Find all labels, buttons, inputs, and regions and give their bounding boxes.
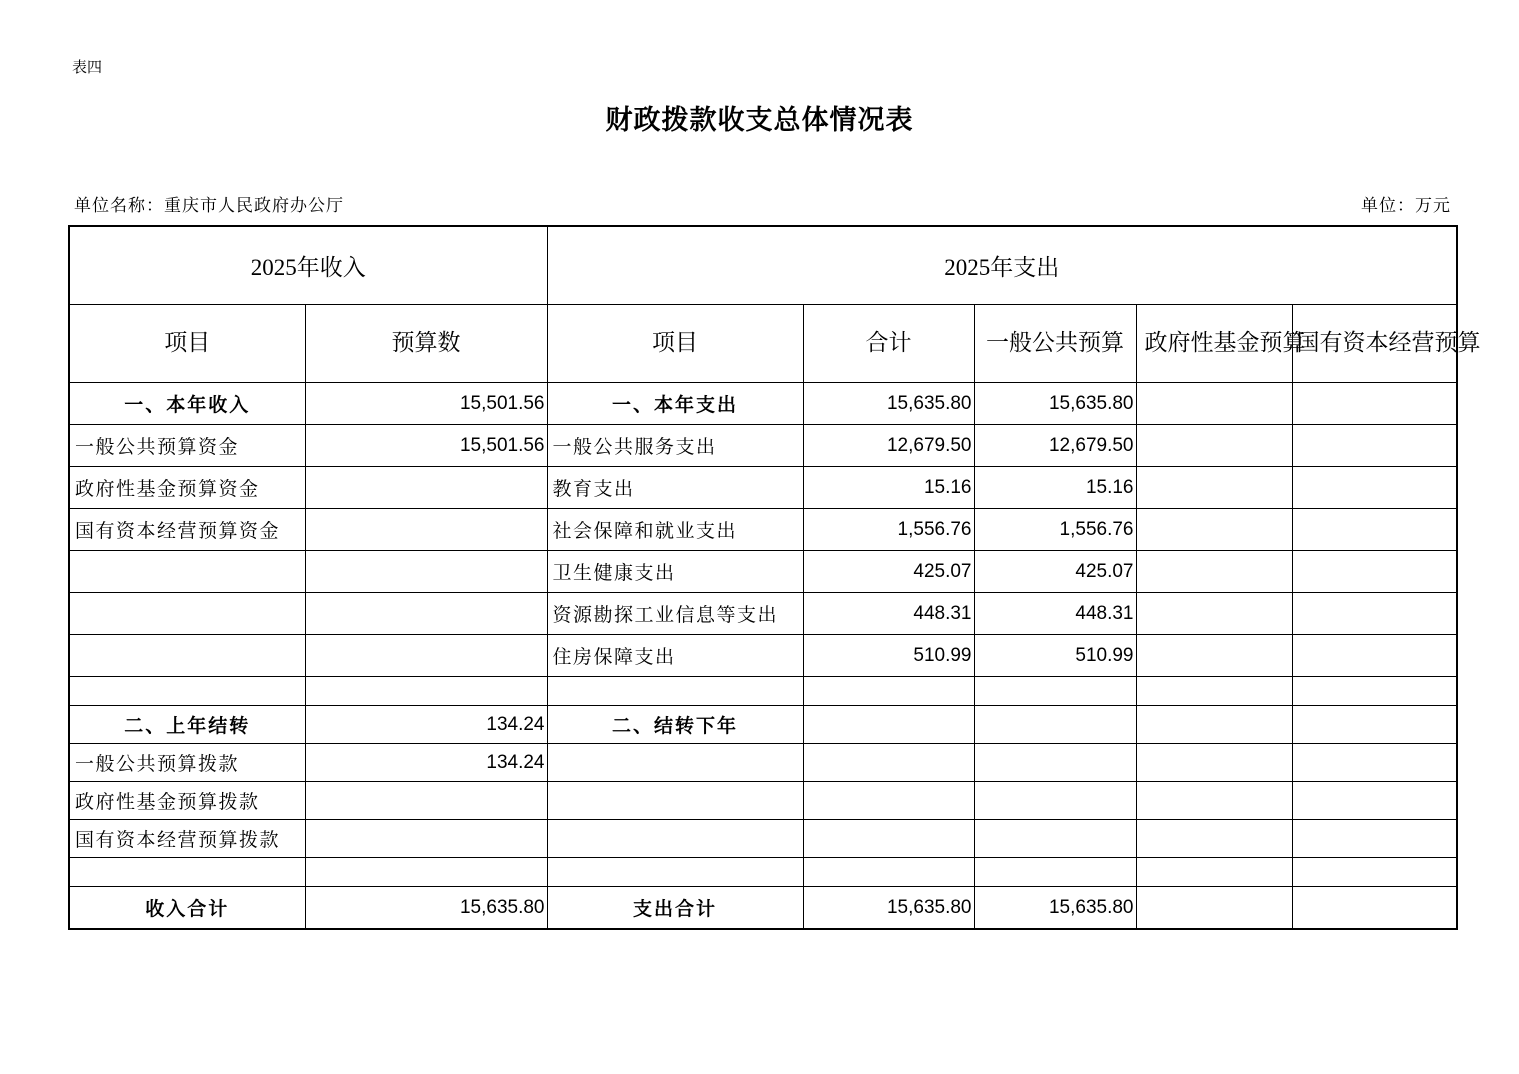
expense-state-capital-cell bbox=[1292, 820, 1457, 858]
income-budget-cell bbox=[305, 677, 547, 706]
income-budget-cell bbox=[305, 635, 547, 677]
expense-gov-fund-cell bbox=[1136, 744, 1292, 782]
table-row bbox=[69, 425, 1457, 467]
table-row bbox=[69, 782, 1457, 820]
income-item-cell bbox=[69, 635, 305, 677]
expense-gov-fund-cell bbox=[1136, 425, 1292, 467]
expense-general-cell bbox=[974, 744, 1136, 782]
expense-gov-fund-cell bbox=[1136, 677, 1292, 706]
table-row bbox=[69, 593, 1457, 635]
expense-general-cell bbox=[974, 858, 1136, 887]
expense-state-capital-cell bbox=[1292, 744, 1457, 782]
income-item-cell: 收入合计 bbox=[69, 887, 305, 930]
expense-general-cell: 15,635.80 bbox=[974, 383, 1136, 425]
table-row bbox=[69, 706, 1457, 744]
table-row bbox=[69, 744, 1457, 782]
expense-item-cell bbox=[547, 858, 803, 887]
expense-state-capital-cell bbox=[1292, 509, 1457, 551]
fiscal-summary-table bbox=[68, 225, 1481, 930]
currency-unit-label: 单位：万元 bbox=[1361, 196, 1451, 216]
table-row bbox=[69, 551, 1457, 593]
expense-total-cell: 1,556.76 bbox=[803, 509, 974, 551]
table-row bbox=[69, 858, 1457, 887]
income-budget-cell: 134.24 bbox=[305, 706, 547, 744]
income-item-cell bbox=[69, 858, 305, 887]
page-title: 财政拨款收支总体情况表 bbox=[605, 105, 914, 136]
table-row bbox=[69, 467, 1457, 509]
expense-general-cell: 12,679.50 bbox=[974, 425, 1136, 467]
expense-general-cell: 510.99 bbox=[974, 635, 1136, 677]
expense-total-cell: 15.16 bbox=[803, 467, 974, 509]
expense-gov-fund-cell bbox=[1136, 509, 1292, 551]
income-budget-cell bbox=[305, 509, 547, 551]
expense-item-cell: 卫生健康支出 bbox=[547, 551, 803, 593]
col-header-general-budget: 一般公共预算 bbox=[974, 305, 1136, 383]
expense-state-capital-cell bbox=[1292, 467, 1457, 509]
expense-state-capital-cell bbox=[1292, 858, 1457, 887]
expense-state-capital-cell bbox=[1292, 551, 1457, 593]
expense-gov-fund-cell bbox=[1136, 782, 1292, 820]
expense-total-cell bbox=[803, 677, 974, 706]
table-row bbox=[69, 677, 1457, 706]
expense-state-capital-cell bbox=[1292, 635, 1457, 677]
expense-state-capital-cell bbox=[1292, 887, 1457, 930]
expense-general-cell: 425.07 bbox=[974, 551, 1136, 593]
table-row bbox=[69, 887, 1457, 930]
column-header-row bbox=[69, 305, 1457, 383]
income-budget-cell bbox=[305, 782, 547, 820]
income-budget-cell: 15,635.80 bbox=[305, 887, 547, 930]
expense-total-cell bbox=[803, 782, 974, 820]
expense-gov-fund-cell bbox=[1136, 858, 1292, 887]
expense-total-cell: 12,679.50 bbox=[803, 425, 974, 467]
table-row bbox=[69, 509, 1457, 551]
expense-item-cell: 支出合计 bbox=[547, 887, 803, 930]
expense-gov-fund-cell bbox=[1136, 551, 1292, 593]
income-group-header: 2025年收入 bbox=[69, 226, 547, 305]
income-item-cell: 国有资本经营预算拨款 bbox=[69, 820, 305, 858]
expense-state-capital-cell bbox=[1292, 383, 1457, 425]
expense-general-cell: 1,556.76 bbox=[974, 509, 1136, 551]
income-item-cell: 政府性基金预算拨款 bbox=[69, 782, 305, 820]
expense-item-cell bbox=[547, 820, 803, 858]
expense-gov-fund-cell bbox=[1136, 706, 1292, 744]
expense-gov-fund-cell bbox=[1136, 467, 1292, 509]
expense-total-cell bbox=[803, 858, 974, 887]
income-item-cell: 二、上年结转 bbox=[69, 706, 305, 744]
col-header-gov-fund-budget: 政府性基金预算 bbox=[1136, 305, 1292, 383]
col-header-budget: 预算数 bbox=[305, 305, 547, 383]
expense-state-capital-cell bbox=[1292, 706, 1457, 744]
expense-general-cell bbox=[974, 782, 1136, 820]
group-header-row bbox=[69, 226, 1457, 305]
expense-general-cell: 448.31 bbox=[974, 593, 1136, 635]
expense-item-cell: 教育支出 bbox=[547, 467, 803, 509]
income-item-cell: 一、本年收入 bbox=[69, 383, 305, 425]
expense-general-cell: 15.16 bbox=[974, 467, 1136, 509]
table-number-label: 表四 bbox=[72, 58, 103, 76]
income-budget-cell bbox=[305, 467, 547, 509]
table-row bbox=[69, 635, 1457, 677]
income-budget-cell: 15,501.56 bbox=[305, 425, 547, 467]
expense-state-capital-cell bbox=[1292, 782, 1457, 820]
expense-gov-fund-cell bbox=[1136, 887, 1292, 930]
expense-state-capital-cell bbox=[1292, 677, 1457, 706]
expense-total-cell: 510.99 bbox=[803, 635, 974, 677]
expense-gov-fund-cell bbox=[1136, 820, 1292, 858]
table-row bbox=[69, 383, 1457, 425]
income-item-cell: 一般公共预算拨款 bbox=[69, 744, 305, 782]
expense-total-cell: 425.07 bbox=[803, 551, 974, 593]
expense-total-cell bbox=[803, 820, 974, 858]
expense-gov-fund-cell bbox=[1136, 593, 1292, 635]
expense-general-cell bbox=[974, 677, 1136, 706]
expense-item-cell: 社会保障和就业支出 bbox=[547, 509, 803, 551]
income-item-cell: 一般公共预算资金 bbox=[69, 425, 305, 467]
col-header-income-item: 项目 bbox=[69, 305, 305, 383]
expense-item-cell bbox=[547, 677, 803, 706]
expense-total-cell bbox=[803, 706, 974, 744]
income-item-cell bbox=[69, 593, 305, 635]
expense-gov-fund-cell bbox=[1136, 635, 1292, 677]
income-item-cell bbox=[69, 677, 305, 706]
income-item-cell bbox=[69, 551, 305, 593]
income-budget-cell bbox=[305, 858, 547, 887]
expense-state-capital-cell bbox=[1292, 593, 1457, 635]
expense-total-cell: 15,635.80 bbox=[803, 383, 974, 425]
table-row bbox=[69, 820, 1457, 858]
expense-item-cell: 二、结转下年 bbox=[547, 706, 803, 744]
expense-group-header: 2025年支出 bbox=[547, 226, 1457, 305]
income-budget-cell bbox=[305, 593, 547, 635]
col-header-expense-item: 项目 bbox=[547, 305, 803, 383]
income-budget-cell bbox=[305, 820, 547, 858]
expense-general-cell: 15,635.80 bbox=[974, 887, 1136, 930]
income-item-cell: 国有资本经营预算资金 bbox=[69, 509, 305, 551]
expense-total-cell: 448.31 bbox=[803, 593, 974, 635]
expense-item-cell: 一般公共服务支出 bbox=[547, 425, 803, 467]
col-header-total: 合计 bbox=[803, 305, 974, 383]
expense-state-capital-cell bbox=[1292, 425, 1457, 467]
expense-item-cell bbox=[547, 782, 803, 820]
income-budget-cell: 15,501.56 bbox=[305, 383, 547, 425]
income-budget-cell: 134.24 bbox=[305, 744, 547, 782]
expense-total-cell: 15,635.80 bbox=[803, 887, 974, 930]
income-item-cell: 政府性基金预算资金 bbox=[69, 467, 305, 509]
expense-item-cell: 住房保障支出 bbox=[547, 635, 803, 677]
col-header-state-capital-budget: 国有资本经营预算 bbox=[1292, 305, 1457, 383]
expense-item-cell: 资源勘探工业信息等支出 bbox=[547, 593, 803, 635]
expense-gov-fund-cell bbox=[1136, 383, 1292, 425]
expense-general-cell bbox=[974, 820, 1136, 858]
expense-total-cell bbox=[803, 744, 974, 782]
expense-general-cell bbox=[974, 706, 1136, 744]
expense-item-cell bbox=[547, 744, 803, 782]
unit-name-label: 单位名称：重庆市人民政府办公厅 bbox=[74, 196, 344, 216]
expense-item-cell: 一、本年支出 bbox=[547, 383, 803, 425]
income-budget-cell bbox=[305, 551, 547, 593]
